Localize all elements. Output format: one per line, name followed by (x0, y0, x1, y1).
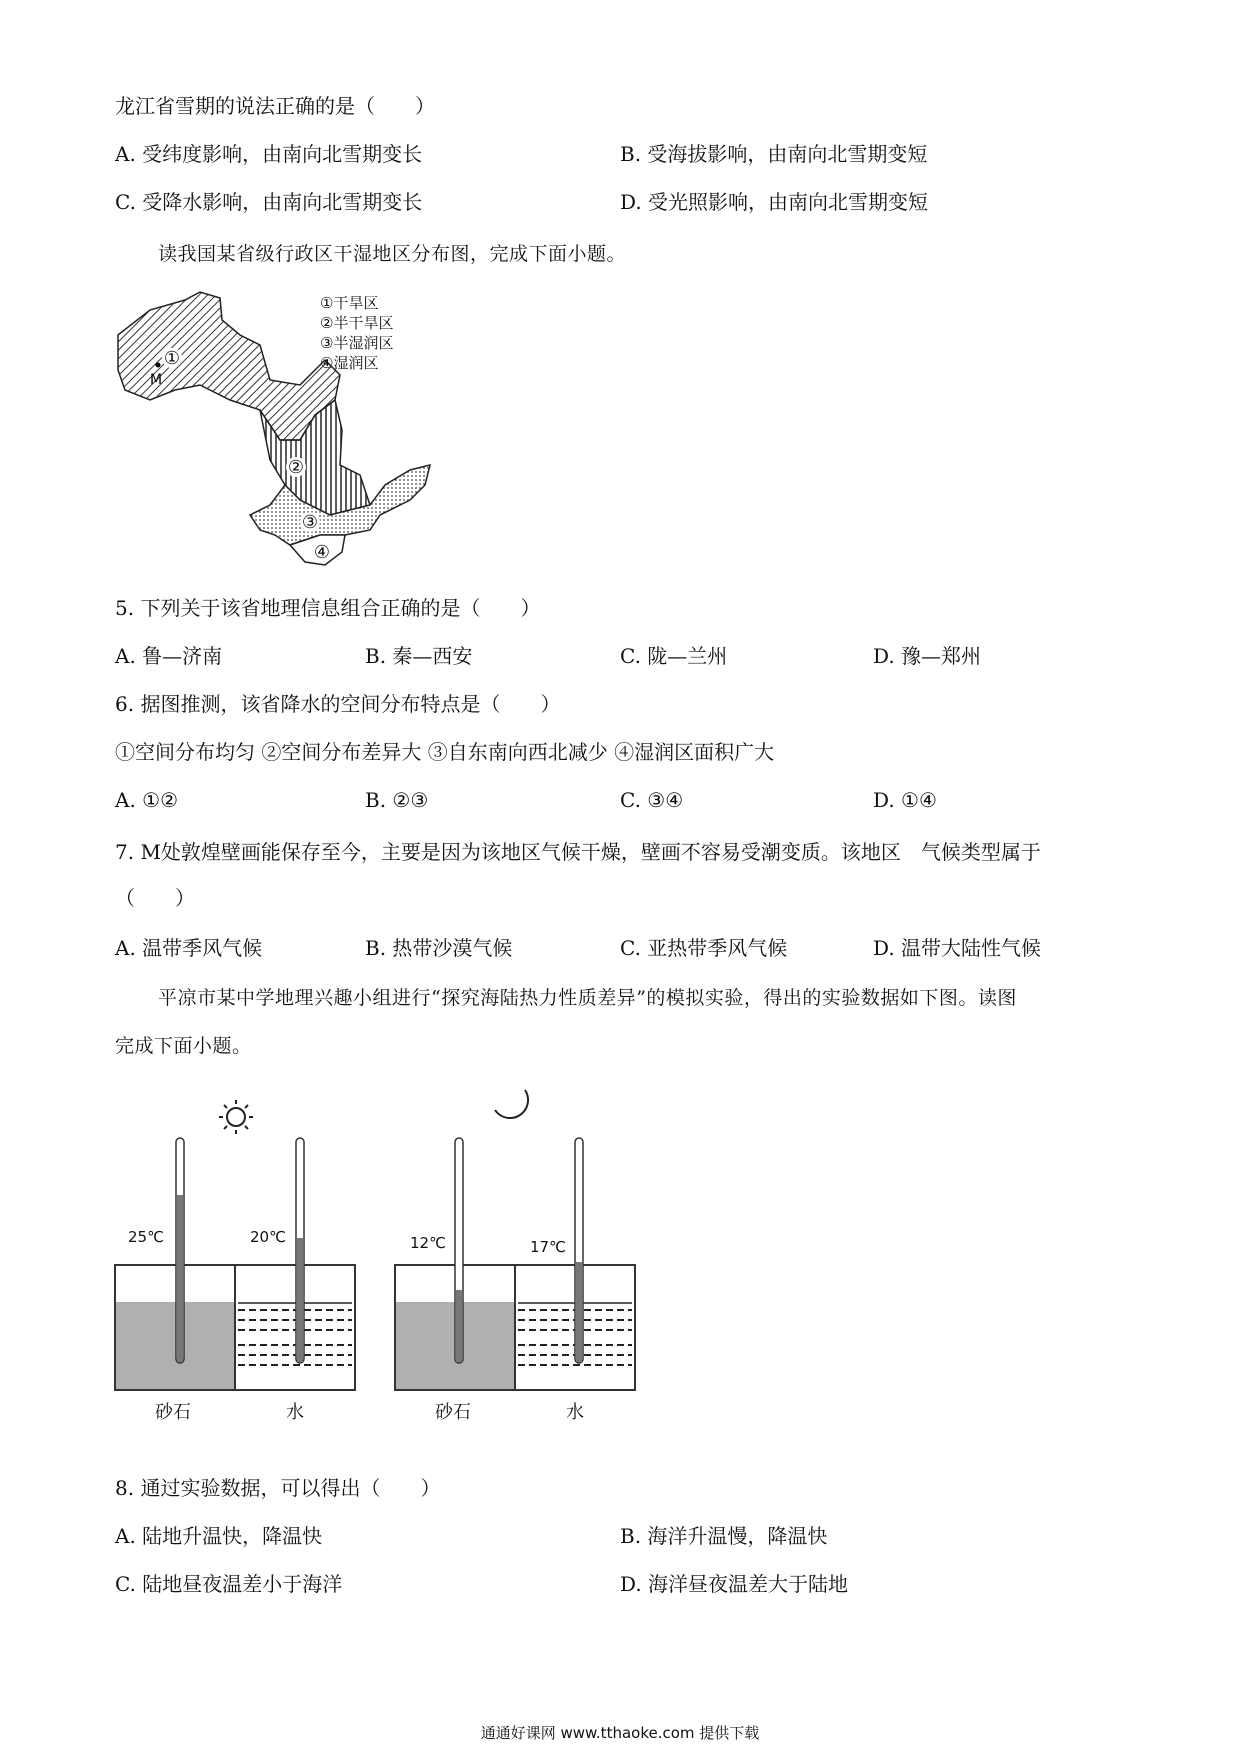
day-water-temp: 20℃ (250, 1228, 286, 1246)
q4-stem: 龙江省雪期的说法正确的是（ ） (115, 94, 435, 118)
q7-option-b: B. 热带沙漠气候 (365, 936, 513, 960)
night-sand-temp: 12℃ (410, 1234, 446, 1252)
experiment-intro-line2: 完成下面小题。 (115, 1035, 252, 1057)
q4-option-d: D. 受光照影响，由南向北雪期变短 (620, 190, 929, 214)
q6-option-d: D. ①④ (873, 788, 937, 812)
legend-item-arid: ①干旱区 (320, 294, 379, 312)
dry-wet-map (110, 290, 440, 570)
page-footer: 通通好课网 www.tthaoke.com 提供下载 (480, 1724, 760, 1742)
night-sand-label: 砂石 (435, 1402, 471, 1423)
zone-mark-2: ② (287, 457, 305, 478)
q6-option-c: C. ③④ (620, 788, 684, 812)
day-water-label: 水 (286, 1402, 304, 1423)
day-sand (116, 1302, 234, 1389)
q5-option-c: C. 陇—兰州 (620, 644, 728, 668)
q8-stem: 8. 通过实验数据，可以得出（ ） (115, 1476, 441, 1500)
q5-option-d: D. 豫—郑州 (873, 644, 982, 668)
point-m-label: M (150, 372, 163, 388)
q7-option-d: D. 温带大陆性气候 (873, 936, 1042, 960)
arid-zone (118, 292, 340, 440)
q5-option-a: A. 鲁—济南 (115, 644, 223, 668)
legend-item-semi-arid: ②半干旱区 (320, 314, 394, 332)
q7-option-a: A. 温带季风气候 (115, 936, 263, 960)
q8-option-a: A. 陆地升温快，降温快 (115, 1524, 323, 1548)
night-setup (395, 1138, 635, 1423)
day-sand-temp: 25℃ (128, 1228, 164, 1246)
q7-stem: 7. M处敦煌壁画能保存至今，主要是因为该地区气候干燥，壁画不容易受潮变质。该地区 气候类型属于 (115, 840, 1041, 864)
q6-statements: ①空间分布均匀 ②空间分布差异大 ③自东南向西北减少 ④湿润区面积广大 (115, 740, 775, 764)
q7-option-c: C. 亚热带季风气候 (620, 936, 788, 960)
q4-option-b: B. 受海拔影响，由南向北雪期变短 (620, 142, 928, 166)
point-m (156, 363, 161, 368)
day-sand-label: 砂石 (155, 1402, 191, 1423)
map-legend (320, 294, 393, 372)
night-water-temp: 17℃ (530, 1238, 566, 1256)
day-setup (115, 1138, 355, 1423)
experiment-figure (100, 1080, 660, 1440)
map-intro: 读我国某省级行政区干湿地区分布图，完成下面小题。 (158, 243, 627, 265)
zone-mark-3: ③ (301, 512, 319, 533)
moon-icon (495, 1090, 528, 1118)
day-water-container (235, 1265, 355, 1390)
q5-stem: 5. 下列关于该省地理信息组合正确的是（ ） (115, 596, 541, 620)
q4-option-c: C. 受降水影响，由南向北雪期变长 (115, 190, 423, 214)
legend-item-semi-humid: ③半湿润区 (320, 334, 394, 352)
q6-option-a: A. ①② (115, 788, 179, 812)
experiment-intro-line1: 平凉市某中学地理兴趣小组进行“探究海陆热力性质差异”的模拟实验，得出的实验数据如下图。读图 (158, 987, 1017, 1009)
night-water-label: 水 (566, 1402, 584, 1423)
q5-option-b: B. 秦—西安 (365, 644, 473, 668)
zone-mark-4: ④ (313, 542, 331, 563)
legend-item-humid: ④湿润区 (320, 354, 379, 372)
q8-option-d: D. 海洋昼夜温差大于陆地 (620, 1572, 849, 1596)
q8-option-c: C. 陆地昼夜温差小于海洋 (115, 1572, 343, 1596)
q6-option-b: B. ②③ (365, 788, 429, 812)
q8-option-b: B. 海洋升温慢，降温快 (620, 1524, 828, 1548)
q6-stem: 6. 据图推测，该省降水的空间分布特点是（ ） (115, 692, 561, 716)
sun-icon (219, 1100, 253, 1134)
zone-mark-1: ① (163, 348, 181, 369)
q4-option-a: A. 受纬度影响，由南向北雪期变长 (115, 142, 423, 166)
q7-stem-paren: （ ） (115, 886, 195, 910)
